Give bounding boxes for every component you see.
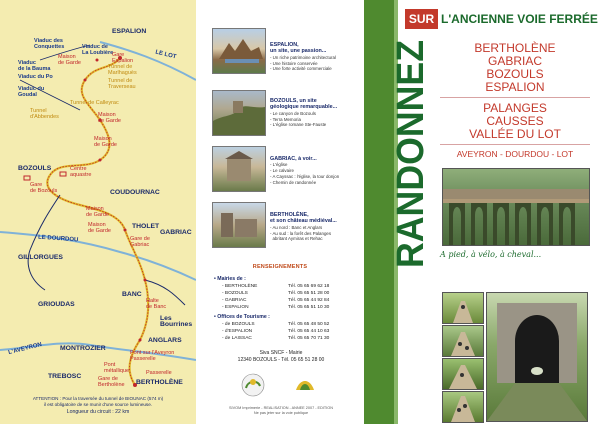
label-gare-gabriac: Gare de Gabriac (130, 236, 150, 248)
label-gabriac: GABRIAC (160, 229, 192, 236)
section-item: - A Cayssac : l'église, la tour donjon (270, 174, 340, 179)
label-trebosc: TREBOSC (48, 373, 82, 380)
label-maison-garde-3: Maison de Garde (94, 136, 117, 148)
section-item: - Au nord : Banc et Anglars (270, 224, 323, 230)
label-grioudas: GRIOUDAS (38, 301, 75, 308)
label-le-dourdou: LE DOURDOU (37, 234, 79, 244)
label-halte-banc: Halte de Banc (146, 298, 167, 310)
label-tholet: THOLET (132, 223, 160, 230)
mairies-heading: • Mairies de : (214, 276, 246, 282)
label-les-bourrines: Les Bourrines (160, 315, 193, 328)
section-item: - Un riche patrimoine architectural (270, 54, 336, 60)
label-montrozier: MONTROZIER (60, 345, 106, 352)
label-pont-aveyron: Pont sur l'Aveyron Passerelle (130, 350, 175, 362)
section-item: - L'église (270, 162, 288, 168)
section-title: BERTHOLÈNE, et son château médiéval... (270, 212, 337, 225)
label-tunnel-balbeuge: Tunnel d'Abbendes (30, 108, 59, 120)
label-le-lot: LE LOT (154, 49, 177, 61)
section-item: abritant Aymiras et Rehac (270, 236, 323, 242)
town-espalion: ESPALION (485, 80, 545, 94)
label-gare-bertholene: Gare de Bertholène (98, 376, 125, 388)
viaduct-photo (442, 168, 590, 246)
town-bertholene: BERTHOLÈNE (474, 41, 556, 55)
photo-riders (442, 391, 484, 423)
section-espalion (270, 42, 360, 72)
attention-note: ATTENTION : Pour la traversée du tunnel de BIOUNAC (574 m) il est obligatoire de se munir d'une source lumineuse. (32, 396, 164, 407)
section-bertholene (270, 212, 360, 242)
label-coudournac: COUDOURNAC (110, 189, 160, 196)
cover-tagline: A pied, à vélo, à cheval... (440, 250, 542, 259)
label-bozouls: BOZOULS (18, 165, 52, 172)
offices-heading: • Offices de Tourisme : (214, 314, 270, 320)
label-laveyron: L'AVEYRON (7, 341, 43, 357)
road-branch (28, 195, 60, 290)
info-panel: ESPALION, un site, une passion... - Un riche patrimoine architectural - Une histoire conservée - Une forte activité commerciale BOZOULS, un site géologique remarquable... - Le canyon de Bozouls - Terra Memoria - L'église romane Ste-Fauste GABRIAC, à voir... - L'église - Le calvaire - A Cayssac : l'église, la tour donjon - Chemin de randonnée BERTHOLÈNE, et son château médiéval... - Au nord : Banc et Anglars - Au sud : la forêt des Palanges abritant Aymiras et Rehac RENSEIGNEMENTS • Mairies de : - BERTHOLÈNE Tél. 05 65 69 62 18 - BOZOULS Tél. 05 65 51 28 00 - GABRIAC Tél. 05 65 44 92 84 - ESPALION Tél. 05 65 51 10 30 • Offices de Tourisme : - de BOZOULS Tél. 05 65 48 50 52 - d'ESPALION Tél. 05 65 44 10 63 - de LAISSAC Tél. 05 65 70 71 30 Siva SNCF - Mairie 12340 BOZOULS - Tél. 05 65 51 28 00 SIVOM Imprimerie - REALISATION - ANNEE 2007 - EDITION Ne pas jeter sur la voie publique (196, 0, 364, 424)
longueur-circuit: Longueur du circuit : 22 km (66, 409, 130, 415)
label-maison-garde-1: Maison de Garde (58, 54, 81, 66)
label-maison-garde-4: Maison de Garde (86, 206, 109, 218)
label-maison-garde-5: Maison de Garde (88, 222, 111, 234)
town-bozouls: BOZOULS (486, 67, 544, 81)
section-gabriac (270, 156, 360, 186)
photo-hikers-2 (442, 358, 484, 390)
section-item: - Une forte activité commerciale (270, 66, 332, 72)
cover-divider (440, 144, 590, 145)
sur-box: SUR (405, 9, 438, 29)
centre-marker (60, 172, 66, 176)
print-footer: SIVOM Imprimerie - REALISATION - ANNEE 2007 - EDITION Ne pas jeter sur la voie publique (229, 406, 333, 415)
randonnez-vertical (390, 25, 432, 272)
section-item: - L'église romane Ste-Fauste (270, 122, 327, 128)
label-gillorgues: GILLORGUES (18, 254, 63, 261)
tunnel-photo (486, 292, 588, 422)
photo-gabriac (212, 146, 266, 192)
label-viaduc-conquettes: Viaduc des Conquettes (34, 38, 65, 50)
label-centre: Centre aquastre (70, 166, 92, 178)
label-tunnel-calleyrac: Tunnel de Calleyrac (70, 100, 119, 106)
photo-bozouls (212, 90, 266, 136)
label-passerelle: Passerelle (146, 370, 172, 376)
bozouls-marker (24, 176, 30, 180)
section-title: BOZOULS, un site géologique remarquable... (270, 98, 338, 111)
photo-bertholene (212, 202, 266, 248)
renseignements-heading: RENSEIGNEMENTS (252, 264, 308, 270)
region-palanges: PALANGES (483, 101, 547, 115)
conseil-general-logo (290, 372, 320, 398)
label-tunnel-merlus: Tunnel de Marlhaguès (108, 64, 137, 76)
section-item: - Chemin de randonnée (270, 179, 317, 185)
section-item: - Une histoire conservée (270, 60, 318, 66)
town-gabriac: GABRIAC (487, 54, 542, 68)
photo-hikers-1 (442, 292, 484, 324)
label-pont-treporets: Pont métallique (104, 362, 130, 374)
label-espalion: ESPALION (112, 28, 147, 35)
label-gare-bozouls: Gare de Bozouls (30, 182, 58, 194)
label-viaduc-bauma: Viaduc de la Bauma (18, 60, 51, 72)
photo-cyclists (442, 325, 484, 357)
photo-espalion (212, 28, 266, 74)
section-title: GABRIAC, à voir... (270, 156, 317, 162)
cover-area: AVEYRON - DOURDOU - LOT (456, 149, 574, 159)
map-panel (0, 0, 196, 424)
label-anglars: ANGLARS (148, 337, 182, 344)
section-bozouls (270, 98, 360, 128)
label-viaduc-po: Viaduc du Po (18, 74, 53, 80)
region-causses: CAUSSES (486, 114, 544, 128)
section-item: - Terra Memoria (270, 116, 301, 122)
label-bertholene: BERTHOLÈNE (136, 379, 183, 386)
label-banc: BANC (122, 291, 142, 298)
section-title: ESPALION, un site, une passion... (270, 42, 327, 55)
region-vallee-lot: VALLÉE DU LOT (469, 127, 561, 141)
label-viaduc-goudal: Viaduc du Goudal (18, 86, 45, 98)
label-viaduc-louble: Viaduc de La Loubière (82, 44, 114, 56)
section-item: - Le calvaire (270, 168, 294, 174)
section-item: - Le canyon de Bozouls (270, 110, 316, 116)
leader-logo (238, 372, 268, 398)
cover-title: L'ANCIENNE VOIE FERRÉE (441, 12, 598, 26)
randonnez-text: RANDONNEZ (390, 25, 432, 268)
cover-divider (440, 97, 590, 98)
siege-address: Siva SNCF - Mairie 12340 BOZOULS - Tél. 05 65 51 28 00 (237, 350, 325, 363)
label-maison-garde-2: Maison de Garde (98, 112, 121, 124)
section-item: - Au sud : la forêt des Palanges (270, 230, 332, 236)
label-gare-espalion: Gare Espalion (112, 52, 134, 64)
label-tunnel-cruou: Tunnel de Traverseau (108, 78, 136, 90)
